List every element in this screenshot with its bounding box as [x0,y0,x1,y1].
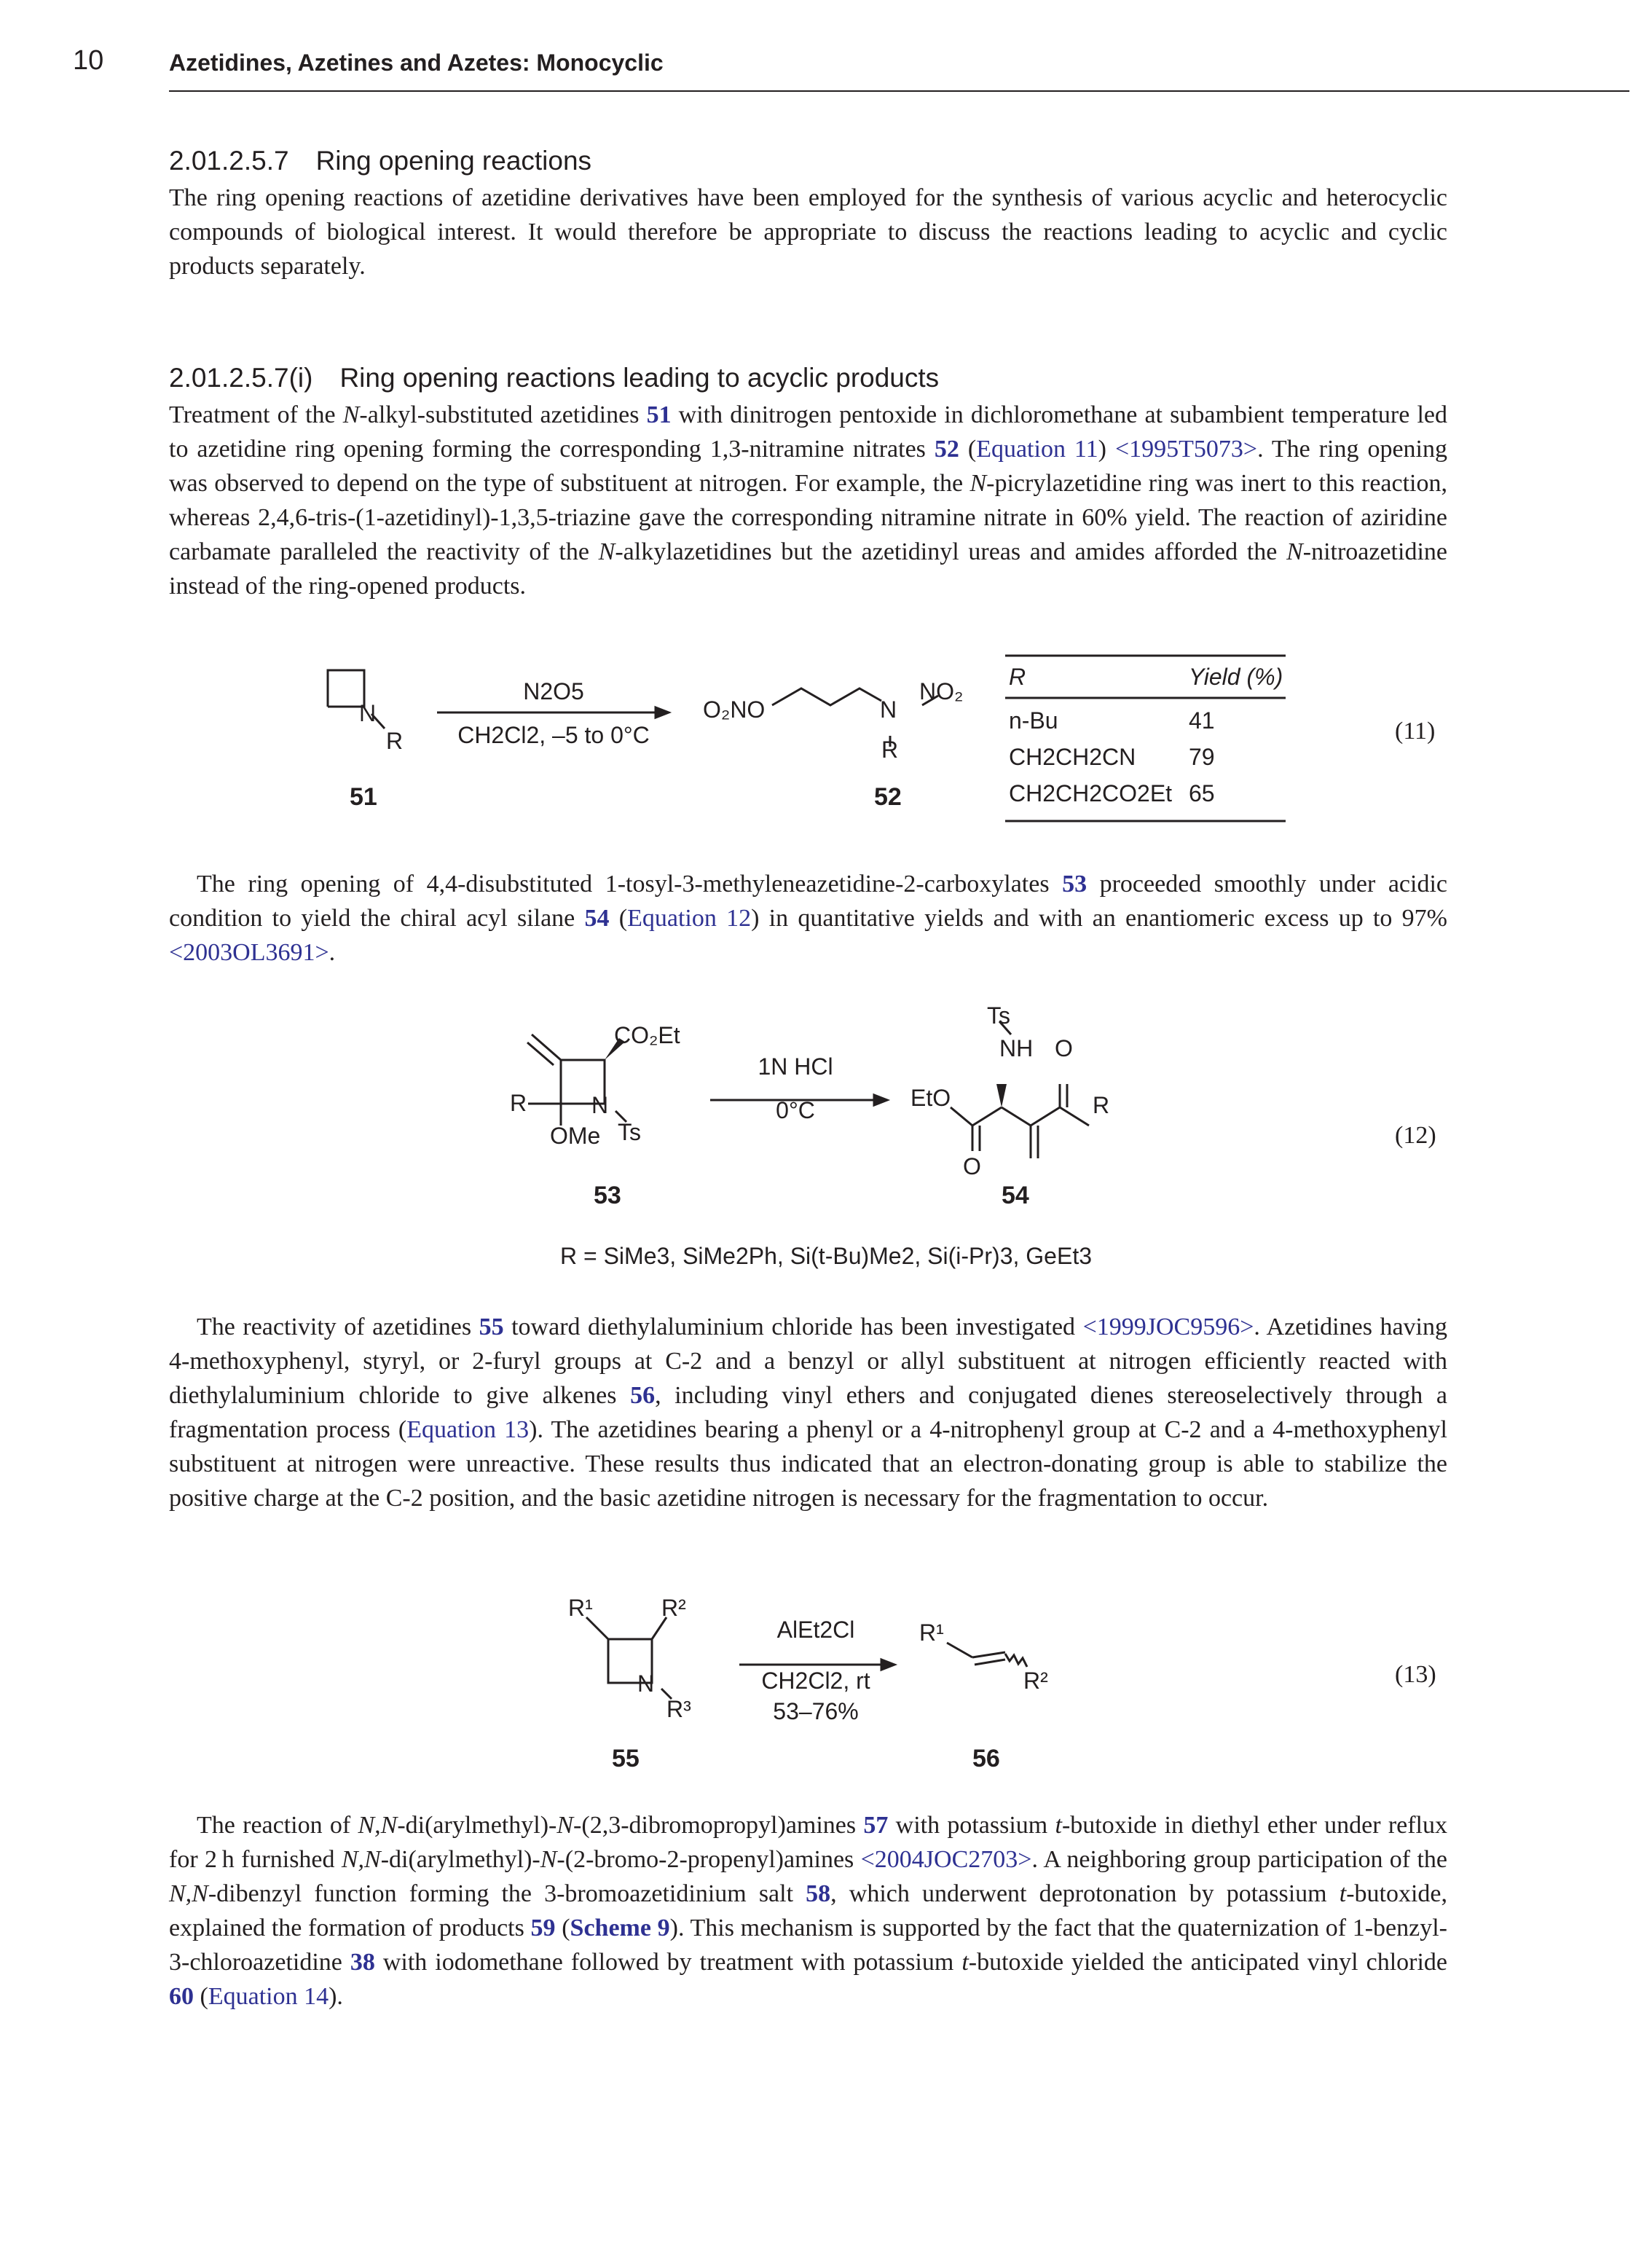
compound-ref[interactable]: 57 [863,1812,889,1839]
table-header-yield: Yield (%) [1189,664,1283,690]
running-title: Azetidines, Azetines and Azetes: Monocyclic [169,50,664,76]
compound-label-55: 55 [612,1745,640,1772]
svg-text:EtO: EtO [910,1085,951,1111]
equation-number: (11) [1395,718,1436,745]
reagent-below: CH2Cl2, rt [761,1668,870,1694]
compound-ref[interactable]: 60 [169,1983,194,2010]
svg-text:R³: R³ [666,1696,691,1722]
table-cell-yield: 41 [1189,707,1215,734]
reagent-above: N2O5 [523,678,584,704]
table-cell-r: n-Bu [1009,707,1058,734]
equation-link[interactable]: Equation 11 [976,436,1098,463]
compound-label-52: 52 [874,783,902,811]
svg-text:O₂NO: O₂NO [703,696,766,723]
subsection-heading: 2.01.2.5.7(i) Ring opening reactions leading to acyclic products [169,363,940,393]
paragraph-acylsilane: The ring opening of 4,4-disubstituted 1-tosyl-3-methyleneazetidine-2-carboxylates 53 proceeded smoothly under acidic condition to yield the chiral acyl silane 54 (Equation 12) in quantitative yields and with an enantiomeric excess up to 97% <2003OL3691>. [169,871,1447,966]
svg-text:R²: R² [661,1595,686,1621]
paragraph-nitramine: Treatment of the N-alkyl-substituted azetidines 51 with dinitrogen pentoxide in dichloromethane at subambient temperature led to azetidine ring opening forming the corresponding 1,3-nitramine nitrates 52 (Equation 11) <1995T5073>. The ring opening was observed to depend on the type of substituent at nitrogen. For example, the N-picrylazetidine ring was inert to this reaction, whereas 2,4,6-tris-(1-azetidinyl)-1,3,5-triazine gave the corresponding nitramine nitrate in 60% yield. The reaction of aziridine carbamate paralleled the reactivity of the N-alkylazetidines but the azetidinyl ureas and amides afforded the N-nitroazetidine instead of the ring-opened products. [169,401,1448,600]
compound-ref[interactable]: 38 [350,1949,375,1976]
compound-ref[interactable]: 54 [584,905,610,932]
svg-text:Ts: Ts [618,1119,641,1145]
compound-ref[interactable]: 59 [530,1915,556,1941]
table-header-r: R [1009,664,1026,690]
svg-text:R: R [881,737,899,763]
svg-text:R: R [386,728,404,754]
svg-text:R: R [1093,1092,1110,1118]
paragraph-intro: The ring opening reactions of azetidine derivatives have been employed for the synthesis of various acyclic and heterocyclic compounds of biological interest. It would therefore be appropriate to discuss the reactions leading to acyclic and cyclic products separately. [169,184,1447,280]
svg-text:Ts: Ts [987,1002,1010,1029]
svg-text:N: N [880,696,897,723]
svg-text:CO₂Et: CO₂Et [614,1022,680,1048]
equation-number: (12) [1395,1122,1436,1149]
reagent-below: 0°C [776,1097,815,1123]
svg-text:R¹: R¹ [919,1619,944,1646]
table-cell-yield: 79 [1189,744,1215,770]
svg-text:N: N [637,1670,655,1697]
svg-text:O: O [963,1153,981,1179]
compound-label-51: 51 [350,783,377,811]
compound-ref[interactable]: 51 [646,401,672,428]
equation-link[interactable]: Equation 14 [208,1983,329,2010]
equation-link[interactable]: Equation 13 [406,1416,530,1443]
section-heading: 2.01.2.5.7 Ring opening reactions [169,146,592,176]
compound-ref[interactable]: 56 [630,1382,656,1409]
svg-text:NO₂: NO₂ [919,678,964,704]
scheme-link[interactable]: Scheme 9 [570,1915,670,1941]
table-cell-r: CH2CH2CO2Et [1009,780,1173,806]
table-cell-yield: 65 [1189,780,1215,806]
compound-label-56: 56 [972,1745,1000,1772]
reagent-below: CH2Cl2, –5 to 0°C [457,722,650,748]
svg-text:R²: R² [1023,1668,1048,1694]
svg-text:O: O [1055,1035,1073,1061]
paragraph-fragmentation: The reactivity of azetidines 55 toward diethylaluminium chloride has been investigated <1999JOC9596>. Azetidines having 4-methoxyphenyl, styryl, or 2-furyl groups at C-2 and a benzyl or allyl substituent at nitrogen efficiently reacted with diethylaluminium chloride to give alkenes 56, including vinyl ethers and conjugated dienes stereoselectively through a fragmentation process (Equation 13). The azetidines bearing a phenyl or a 4-nitrophenyl group at C-2 and a 4-methoxyphenyl substituent at nitrogen were unreactive. These results thus indicated that an electron-donating group is able to stabilize the positive charge at the C-2 position, and the basic azetidine nitrogen is necessary for the fragmentation to occur. [169,1313,1447,1512]
citation-link[interactable]: <2003OL3691> [169,939,329,966]
equation-number: (13) [1395,1661,1436,1688]
reagent-above: AlEt2Cl [776,1617,855,1643]
page-number: 10 [73,45,104,76]
paragraph-bromoazetidinium: The reaction of N,N-di(arylmethyl)-N-(2,3-dibromopropyl)amines 57 with potassium t-butoxide in diethyl ether under reflux for 2 h furnished N,N-di(arylmethyl)-N-(2-bromo-2-propenyl)amines <2004JOC2703>. A neighboring group participation of the N,N-dibenzyl function forming the 3-bromoazetidinium salt 58, which underwent deprotonation by potassium t-butoxide, explained the formation of products 59 (Scheme 9). This mechanism is supported by the fact that the quaternization of 1-benzyl-3-chloroazetidine 38 with iodomethane followed by treatment with potassium t-butoxide yielded the anticipated vinyl chloride 60 (Equation 14). [169,1812,1448,2010]
compound-ref[interactable]: 52 [934,436,959,463]
svg-text:NH: NH [999,1035,1034,1061]
table-cell-r: CH2CH2CN [1009,744,1136,770]
citation-link[interactable]: <1999JOC9596> [1082,1313,1254,1340]
reaction-yield: 53–76% [773,1698,859,1724]
compound-label-53: 53 [594,1182,621,1209]
header-rule [169,90,1629,92]
svg-text:N: N [591,1092,609,1118]
svg-text:R¹: R¹ [568,1595,593,1621]
compound-ref[interactable]: 53 [1062,871,1087,898]
reagent-above: 1N HCl [758,1053,833,1080]
citation-link[interactable]: <1995T5073> [1114,436,1258,463]
compound-ref[interactable]: 58 [806,1880,831,1907]
compound-label-54: 54 [1002,1182,1029,1209]
equation-link[interactable]: Equation 12 [627,905,752,932]
svg-text:N: N [359,700,377,726]
svg-text:R: R [510,1090,527,1116]
citation-link[interactable]: <2004JOC2703> [860,1846,1032,1873]
r-group-definition: R = SiMe3, SiMe2Ph, Si(t-Bu)Me2, Si(i-Pr)3, GeEt3 [560,1243,1092,1269]
compound-ref[interactable]: 55 [479,1313,504,1340]
svg-text:OMe: OMe [550,1123,601,1149]
